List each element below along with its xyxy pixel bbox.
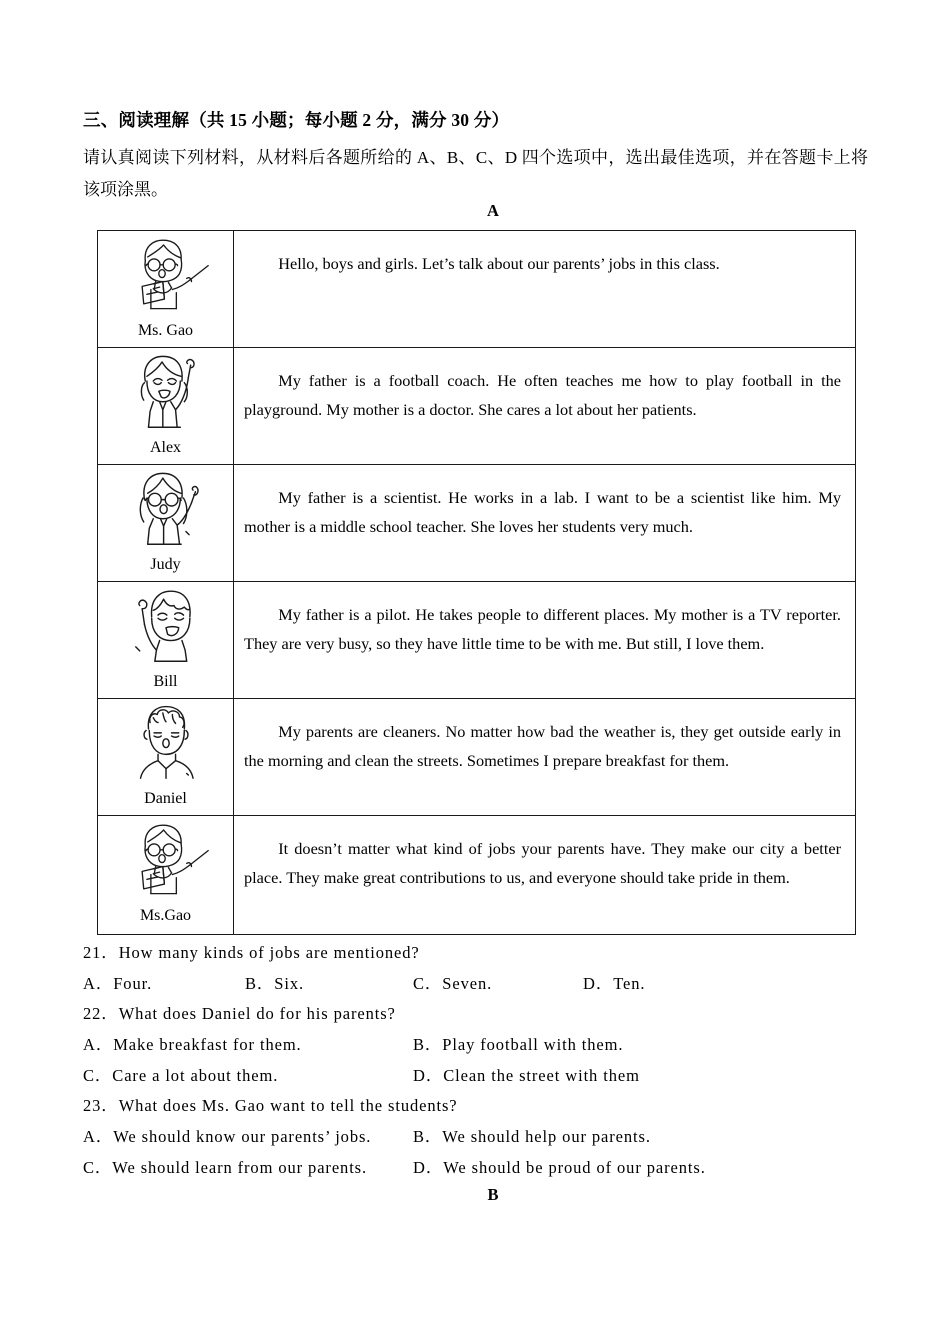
- speech-text: My father is a scientist. He works in a lab. I want to be a scientist like him. My mother is a middle school teacher. She loves her students very much.: [244, 488, 841, 536]
- speech-cell: [234, 816, 856, 935]
- speech-cell: [234, 348, 856, 465]
- table-row: [98, 348, 856, 465]
- question-stem: [83, 938, 873, 969]
- girl-glasses-hand-raised-icon: [118, 471, 214, 549]
- option-d[interactable]: D．Ten.: [583, 973, 646, 993]
- avatar-cell: [98, 582, 234, 699]
- question-text: How many kinds of jobs are mentioned?: [118, 943, 420, 962]
- avatar-cell: [98, 348, 234, 465]
- speaker-name: Alex: [149, 439, 182, 456]
- speaker-name: Ms. Gao: [137, 322, 194, 339]
- question-22: [83, 999, 873, 1091]
- table-row: [98, 816, 856, 935]
- speech-text: Hello, boys and girls. Let’s talk about our parents’ jobs in this class.: [278, 254, 720, 273]
- question-stem: [83, 1091, 873, 1122]
- speech-cell: [234, 231, 856, 348]
- question-text: What does Daniel do for his parents?: [118, 1004, 396, 1023]
- speech-cell: [234, 465, 856, 582]
- option-row: [83, 969, 873, 1000]
- option-b[interactable]: B．Six.: [245, 973, 305, 993]
- section-instructions: 请认真阅读下列材料，从材料后各题所给的 A、B、C、D 四个选项中，选出最佳选项，并在答题卡上将该项涂黑。: [83, 148, 868, 199]
- option-c[interactable]: C．We should learn from our parents.: [83, 1157, 368, 1177]
- boy-curly-hair-collar-icon: [118, 705, 214, 783]
- option-a[interactable]: A．Make breakfast for them.: [83, 1034, 302, 1054]
- question-23: [83, 1091, 873, 1183]
- speech-cell: [234, 582, 856, 699]
- option-b[interactable]: B．We should help our parents.: [413, 1126, 651, 1146]
- passage-b-label: B: [487, 1185, 499, 1204]
- question-text: What does Ms. Gao want to tell the students?: [118, 1096, 458, 1115]
- section-heading: 三、阅读理解（共 15 小题；每小题 2 分，满分 30 分）: [83, 110, 510, 130]
- option-c[interactable]: C．Care a lot about them.: [83, 1065, 279, 1085]
- speaker-name: Bill: [153, 673, 178, 690]
- boy-spiky-hair-hand-raised-icon: [118, 588, 214, 666]
- option-row: [83, 1061, 873, 1092]
- table-row: [98, 465, 856, 582]
- question-stem: [83, 999, 873, 1030]
- speech-text: My parents are cleaners. No matter how bad the weather is, they get outside early in the morning and clean the streets. Sometimes I prepare breakfast for them.: [244, 722, 841, 770]
- avatar-cell: [98, 465, 234, 582]
- question-number: 22．: [83, 1004, 119, 1023]
- speaker-name: Ms.Gao: [139, 907, 192, 924]
- teacher-pointer-icon: [118, 237, 214, 315]
- speaker-name: Daniel: [144, 790, 187, 807]
- table-row: [98, 699, 856, 816]
- question-number: 21．: [83, 943, 119, 962]
- question-number: 23．: [83, 1096, 119, 1115]
- option-d[interactable]: D．Clean the street with them: [413, 1065, 640, 1085]
- option-b[interactable]: B．Play football with them.: [413, 1034, 624, 1054]
- option-row: [83, 1122, 873, 1153]
- option-d[interactable]: D．We should be proud of our parents.: [413, 1157, 706, 1177]
- speech-text: It doesn’t matter what kind of jobs your parents have. They make our city a better place. They make great contributions to us, and everyone should take pride in them.: [244, 839, 841, 887]
- speech-cell: [234, 699, 856, 816]
- option-a[interactable]: A．Four.: [83, 973, 153, 993]
- option-row: [83, 1153, 873, 1184]
- avatar-cell: [98, 699, 234, 816]
- avatar-cell: [98, 816, 234, 935]
- passage-a-label: A: [487, 201, 499, 220]
- speech-text: My father is a football coach. He often teaches me how to play football in the playground. My mother is a doctor. She cares a lot about her patients.: [244, 371, 841, 419]
- teacher-pointer-icon: [118, 822, 214, 900]
- dialog-table: [97, 230, 856, 935]
- speaker-name: Judy: [150, 556, 181, 573]
- option-row: [83, 1030, 873, 1061]
- table-row: [98, 582, 856, 699]
- question-21: [83, 938, 873, 1000]
- option-a[interactable]: A．We should know our parents’ jobs.: [83, 1126, 372, 1146]
- option-c[interactable]: C．Seven.: [413, 973, 493, 993]
- speech-text: My father is a pilot. He takes people to different places. My mother is a TV reporter. They are very busy, so they have little time to be with me. But still, I love them.: [244, 605, 841, 653]
- avatar-cell: [98, 231, 234, 348]
- table-row: [98, 231, 856, 348]
- girl-pigtails-hand-raised-icon: [118, 354, 214, 432]
